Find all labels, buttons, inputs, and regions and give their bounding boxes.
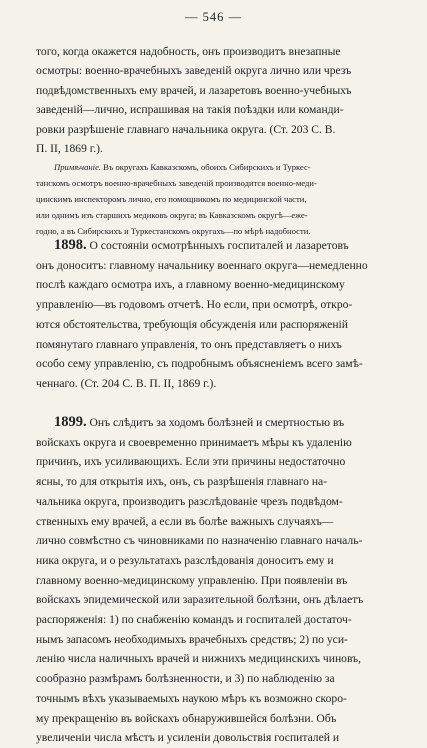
text-line: ника округа, и о результатахъ разслѣдованія доноситъ ему и [36, 553, 334, 567]
text-line: ственныхъ ему врачей, а если въ болѣе важныхъ случаяхъ— [36, 514, 334, 528]
text-line: распоряженія: 1) по снабженію командъ и госпиталей достаточ- [36, 613, 352, 627]
article-text: Онъ слѣдитъ за ходомъ болѣзней и смертностью въ [86, 416, 345, 429]
text-line: помянутаго главнаго управленія, то онъ представляетъ о нихъ [36, 337, 342, 351]
article-number: 1898. [54, 237, 87, 253]
text-line: онъ доноситъ: главному начальнику военнаго округа—немедленно [36, 258, 368, 272]
note-line: цинскимъ инспекторомъ лично, его помощникомъ по медицинской части, [36, 193, 307, 204]
text-line: управленію—въ годовомъ отчетѣ. Но если, при осмотрѣ, откро- [36, 298, 353, 312]
page-number: — 546 — [185, 10, 242, 24]
text-line: главному военно-медицинскому управленію. При появленіи въ [36, 573, 348, 587]
note-line: годно, а въ Сибирскихъ и Туркестанскомъ округахъ—по мѣрѣ надобности. [36, 225, 311, 236]
note-line: танскомъ осмотръ военно-врачебныхъ заведеній производится военно-меди- [36, 177, 317, 188]
text-line: увеличеніи числа мѣстъ и усиленіи довольствія госпиталей и [36, 731, 340, 745]
note-first-line [36, 160, 393, 176]
text-line: заведеній—лично, испрашивая на такія поѣздки или команди- [36, 103, 344, 117]
note-line: или однимъ изъ старшихъ медиковъ округа; въ Кавказскомъ округѣ—еже- [36, 209, 308, 220]
text-line: войскахъ эпидемической или заразительной болѣзни, онъ дѣлаетъ [36, 593, 364, 607]
text-line: ются обстоятельства, требующія обсужденія или распоряженій [36, 317, 348, 331]
note-text: Въ округахъ Кавказскомъ, обоихъ Сибирскихъ и Туркес- [101, 162, 311, 172]
text-line: особо сему управленію, съ подробнымъ объясненіемъ всего замѣ- [36, 357, 363, 371]
article-first-line [36, 236, 393, 256]
text-line: П. II, 1869 г.). [36, 142, 103, 156]
text-line: ченнаго. (Ст. 204 С. В. П. II, 1869 г.). [36, 376, 217, 390]
text-line: лично совмѣстно съ чиновниками по назначенію главнаго началь- [36, 534, 363, 548]
text-line: ровки разрѣшеніе главнаго начальника округа. (Ст. 203 С. В. [36, 122, 336, 136]
note-heading: Примѣчаніе. [54, 162, 102, 172]
article-number: 1899. [54, 414, 87, 430]
text-line: нымъ запасомъ необходимыхъ врачебныхъ средствъ; 2) по уси- [36, 632, 348, 646]
article-first-line [36, 413, 393, 433]
text-line: послѣ каждаго осмотра ихъ, а главному военно-медицинскому [36, 278, 345, 292]
text-line: чальника округа, производитъ разслѣдованіе чрезъ подвѣдом- [36, 494, 343, 508]
article-text: О состояніи осмотрѣнныхъ госпиталей и лазаретовъ [86, 239, 349, 252]
text-line: сообразно размѣрамъ болѣзненности, и 3) по наблюденію за [36, 672, 335, 686]
text-line: ясны, то для открытія ихъ, онъ, съ разрѣшенія главнаго на- [36, 475, 328, 489]
text-line: осмотры: военно-врачебныхъ заведеній округа лично или чрезъ [36, 64, 352, 78]
text-line: му прекращенію въ войскахъ обнаружившейся болѣзни. Объ [36, 711, 337, 725]
text-line: причинъ, ихъ усиливающихъ. Если эти причины недостаточно [36, 455, 346, 469]
paragraph-continued [36, 42, 393, 158]
article-1899 [36, 413, 393, 748]
text-line: войскахъ округа и своевременно принимаетъ мѣры къ удаленію [36, 435, 352, 449]
text-line: того, когда окажется надобность, онъ производитъ внезапные [36, 45, 341, 58]
article-1898 [36, 236, 393, 394]
text-line: подвѣдомственныхъ ему врачей, и лазаретовъ военно-учебныхъ [36, 83, 352, 97]
note-block [36, 160, 393, 240]
text-line: точнымъ вѣхъ указываемыхъ наукою мѣръ къ возможно скоро- [36, 691, 347, 705]
text-line: ленію числа наличныхъ врачей и нижнихъ медицинскихъ чиновъ, [36, 652, 362, 666]
